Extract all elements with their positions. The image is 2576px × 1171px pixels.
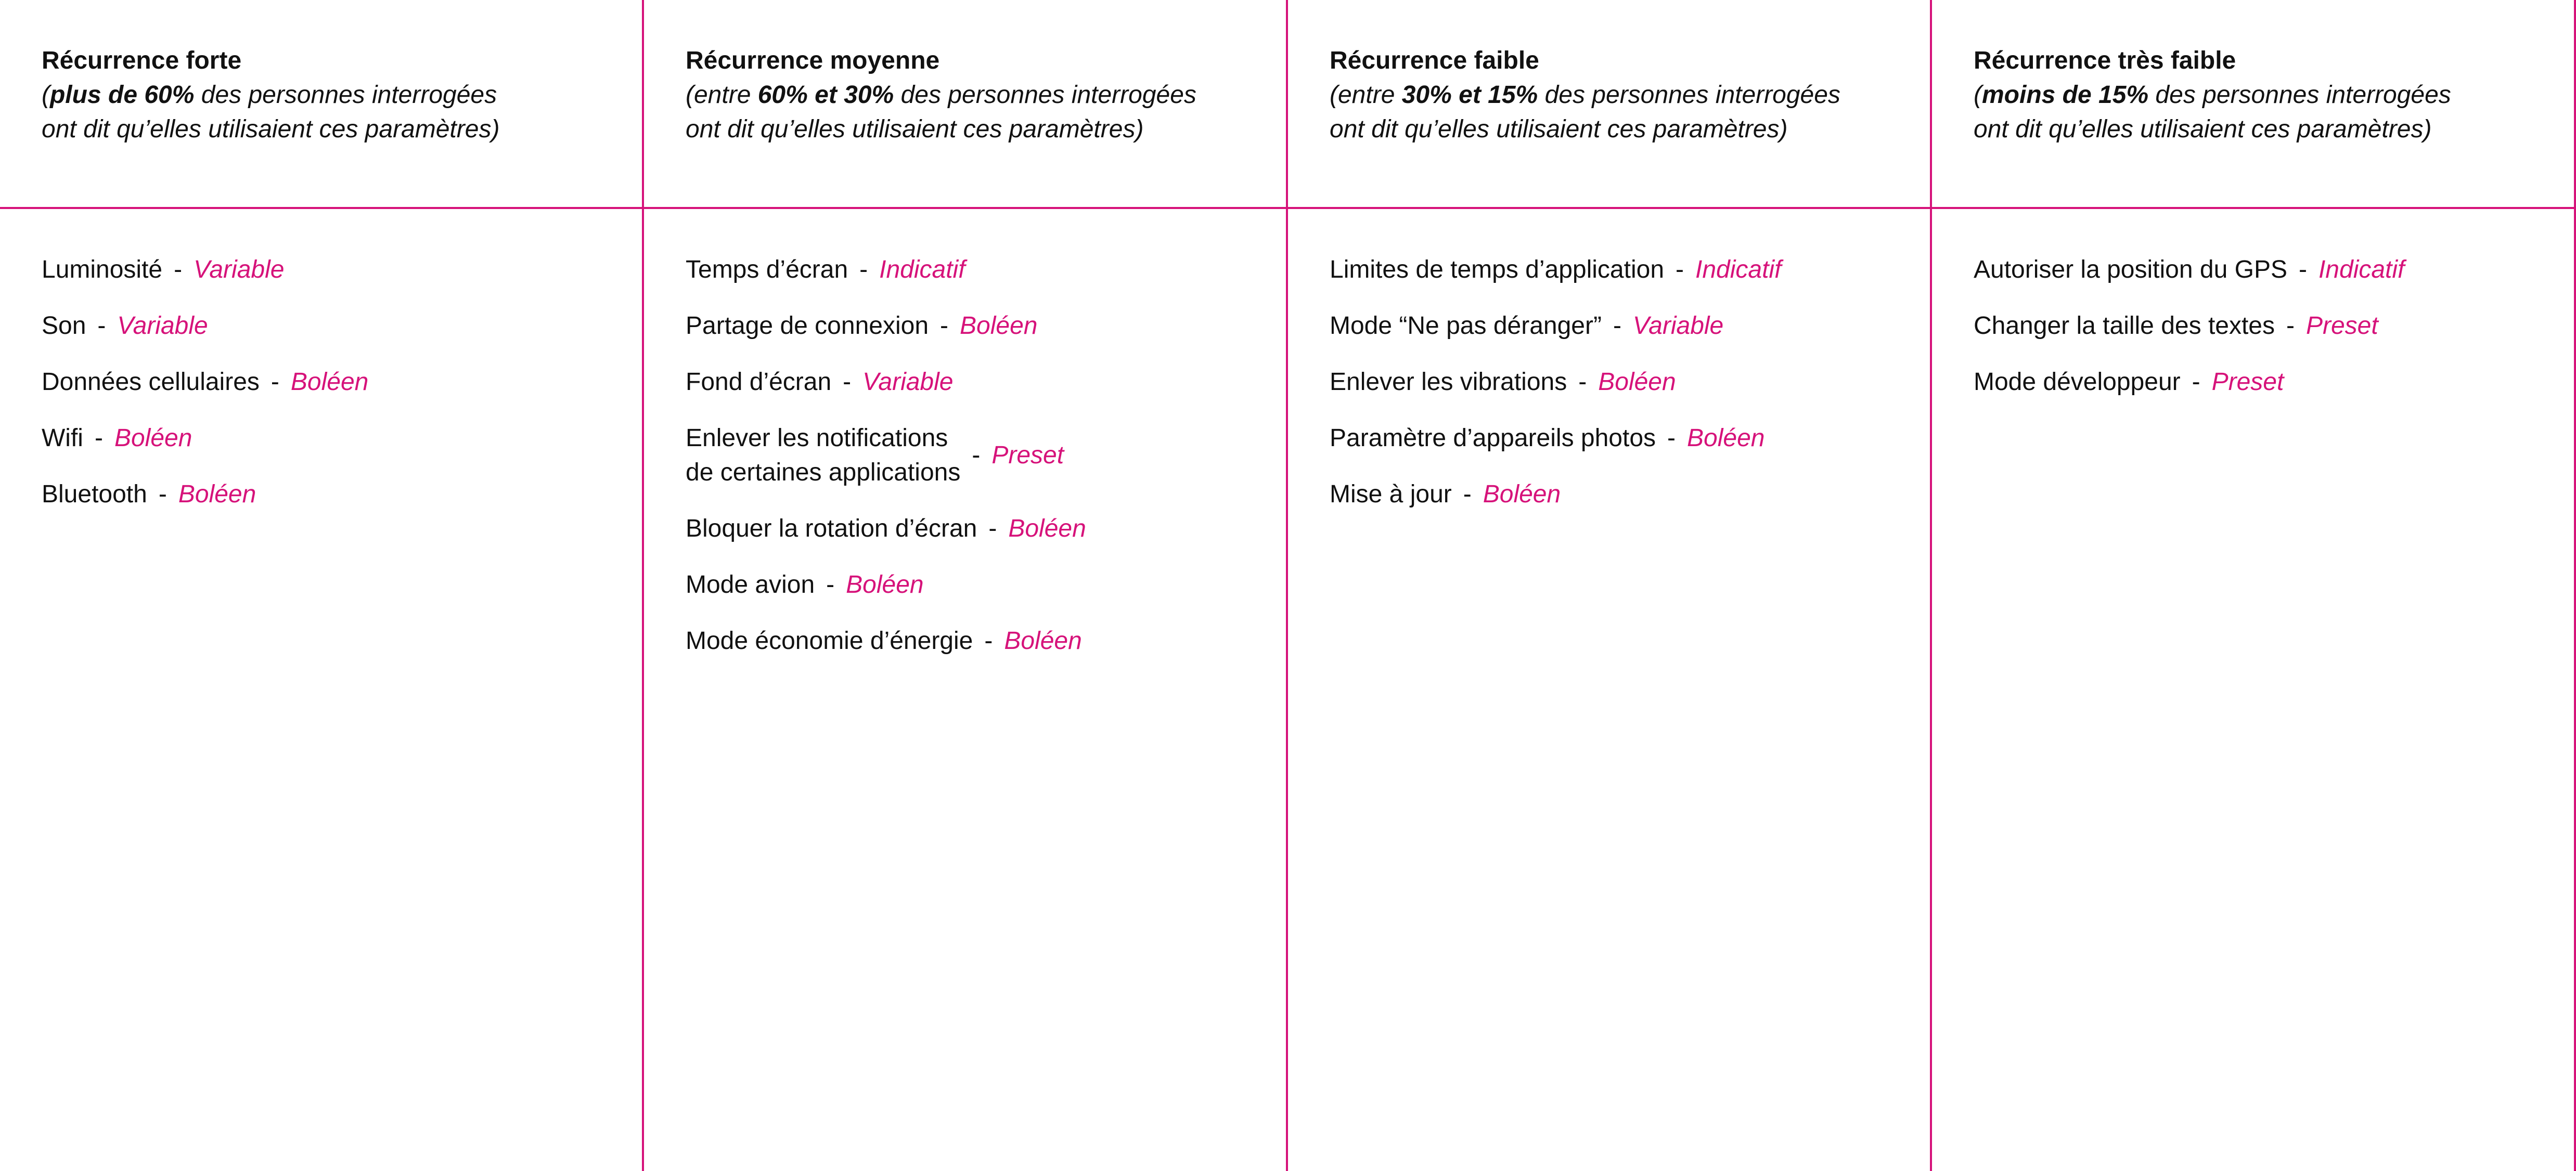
column-title: Récurrence moyenne (686, 47, 940, 74)
list-item (1330, 253, 1930, 287)
item-separator: - (859, 256, 868, 283)
column-header (1932, 0, 2574, 209)
column-recurrence-forte (0, 0, 644, 1171)
item-type: Indicatif (2318, 256, 2405, 283)
item-type: Boléen (1483, 480, 1561, 508)
list-item (1974, 253, 2574, 287)
column-header (1288, 0, 1930, 209)
subtitle-open: (entre (686, 81, 758, 109)
item-type: Boléen (114, 424, 192, 452)
column-subtitle-line2: ont dit qu’elles utilisaient ces paramètres) (1974, 115, 2432, 143)
column-body (1288, 209, 1930, 512)
list-item (686, 421, 1286, 490)
item-separator: - (940, 312, 948, 340)
list-item (1974, 309, 2574, 343)
column-body (644, 209, 1286, 658)
item-label: Données cellulaires (42, 368, 260, 396)
column-header (0, 0, 642, 209)
subtitle-rest: des personnes interrogées (1538, 81, 1840, 109)
item-label: Luminosité (42, 256, 163, 283)
item-type: Preset (2211, 368, 2284, 396)
column-body (0, 209, 642, 512)
item-separator: - (984, 627, 993, 655)
item-separator: - (988, 515, 997, 542)
item-label: Son (42, 312, 86, 340)
list-item (42, 253, 642, 287)
list-item (42, 309, 642, 343)
item-separator: - (1667, 424, 1676, 452)
item-label: Mode développeur (1974, 368, 2181, 396)
list-item (686, 309, 1286, 343)
list-item (686, 365, 1286, 399)
column-recurrence-tres-faible (1932, 0, 2576, 1171)
column-subtitle (42, 78, 642, 112)
column-subtitle-line2: ont dit qu’elles utilisaient ces paramètres) (1330, 115, 1788, 143)
item-separator: - (174, 256, 183, 283)
subtitle-percentage: 60% et 30% (757, 81, 894, 109)
column-recurrence-moyenne (644, 0, 1288, 1171)
subtitle-rest: des personnes interrogées (2148, 81, 2451, 109)
item-label: Mode avion (686, 571, 815, 598)
item-type: Indicatif (879, 256, 965, 283)
item-label: Wifi (42, 424, 83, 452)
column-title: Récurrence faible (1330, 47, 1539, 74)
item-separator: - (271, 368, 279, 396)
list-item (42, 421, 642, 456)
list-item (42, 365, 642, 399)
item-type: Boléen (1687, 424, 1765, 452)
item-separator: - (1676, 256, 1684, 283)
subtitle-rest: des personnes interrogées (894, 81, 1196, 109)
list-item (1330, 421, 1930, 456)
item-type: Variable (117, 312, 208, 340)
column-subtitle (1330, 78, 1930, 112)
list-item (1330, 477, 1930, 512)
list-item (1974, 365, 2574, 399)
list-item (686, 568, 1286, 602)
item-type: Boléen (1598, 368, 1676, 396)
column-header (644, 0, 1286, 209)
subtitle-rest: des personnes interrogées (194, 81, 497, 109)
item-label: Temps d’écran (686, 256, 848, 283)
column-subtitle-line2: ont dit qu’elles utilisaient ces paramètres) (686, 115, 1144, 143)
item-type: Boléen (178, 480, 256, 508)
item-label: Mode “Ne pas déranger” (1330, 312, 1602, 340)
item-label-line2: de certaines applications (686, 459, 961, 486)
item-label: Mode économie d’énergie (686, 627, 973, 655)
item-separator: - (843, 368, 852, 396)
item-separator: - (1463, 480, 1472, 508)
column-recurrence-faible (1288, 0, 1932, 1171)
item-type: Indicatif (1695, 256, 1782, 283)
item-label (686, 421, 960, 490)
item-separator: - (158, 480, 167, 508)
column-title: Récurrence forte (42, 47, 242, 74)
item-label: Paramètre d’appareils photos (1330, 424, 1656, 452)
column-subtitle (686, 78, 1286, 112)
list-item (1330, 365, 1930, 399)
subtitle-open: ( (1974, 81, 1982, 109)
subtitle-percentage: plus de 60% (49, 81, 195, 109)
item-separator: - (1613, 312, 1621, 340)
list-item (686, 624, 1286, 658)
item-label: Enlever les vibrations (1330, 368, 1567, 396)
item-type: Boléen (960, 312, 1038, 340)
item-label: Bluetooth (42, 480, 147, 508)
item-separator: - (2298, 256, 2307, 283)
item-type: Variable (862, 368, 954, 396)
item-type: Boléen (846, 571, 924, 598)
list-item (686, 512, 1286, 546)
item-separator: - (2286, 312, 2295, 340)
subtitle-open: (entre (1330, 81, 1402, 109)
item-label: Mise à jour (1330, 480, 1452, 508)
item-label: Bloquer la rotation d’écran (686, 515, 977, 542)
item-type: Variable (1632, 312, 1724, 340)
column-subtitle (1974, 78, 2574, 112)
item-label-line1: Enlever les notifications (686, 424, 948, 452)
item-type: Boléen (290, 368, 369, 396)
item-label: Changer la taille des textes (1974, 312, 2275, 340)
item-separator: - (972, 441, 981, 469)
item-separator: - (2192, 368, 2200, 396)
subtitle-open: ( (42, 81, 50, 109)
item-separator: - (826, 571, 835, 598)
list-item (1330, 309, 1930, 343)
item-separator: - (1578, 368, 1587, 396)
item-label: Limites de temps d’application (1330, 256, 1665, 283)
subtitle-percentage: moins de 15% (1981, 81, 2149, 109)
column-subtitle-line2: ont dit qu’elles utilisaient ces paramètres) (42, 115, 500, 143)
item-type: Boléen (1004, 627, 1082, 655)
item-label: Partage de connexion (686, 312, 929, 340)
item-label: Autoriser la position du GPS (1974, 256, 2287, 283)
item-type: Variable (194, 256, 285, 283)
column-body (1932, 209, 2574, 399)
item-separator: - (97, 312, 106, 340)
list-item (42, 477, 642, 512)
list-item (686, 253, 1286, 287)
subtitle-percentage: 30% et 15% (1401, 81, 1538, 109)
item-label: Fond d’écran (686, 368, 832, 396)
item-type: Boléen (1008, 515, 1086, 542)
item-type: Preset (2305, 312, 2378, 340)
column-title: Récurrence très faible (1974, 47, 2236, 74)
item-separator: - (94, 424, 103, 452)
item-type: Preset (991, 441, 1064, 469)
